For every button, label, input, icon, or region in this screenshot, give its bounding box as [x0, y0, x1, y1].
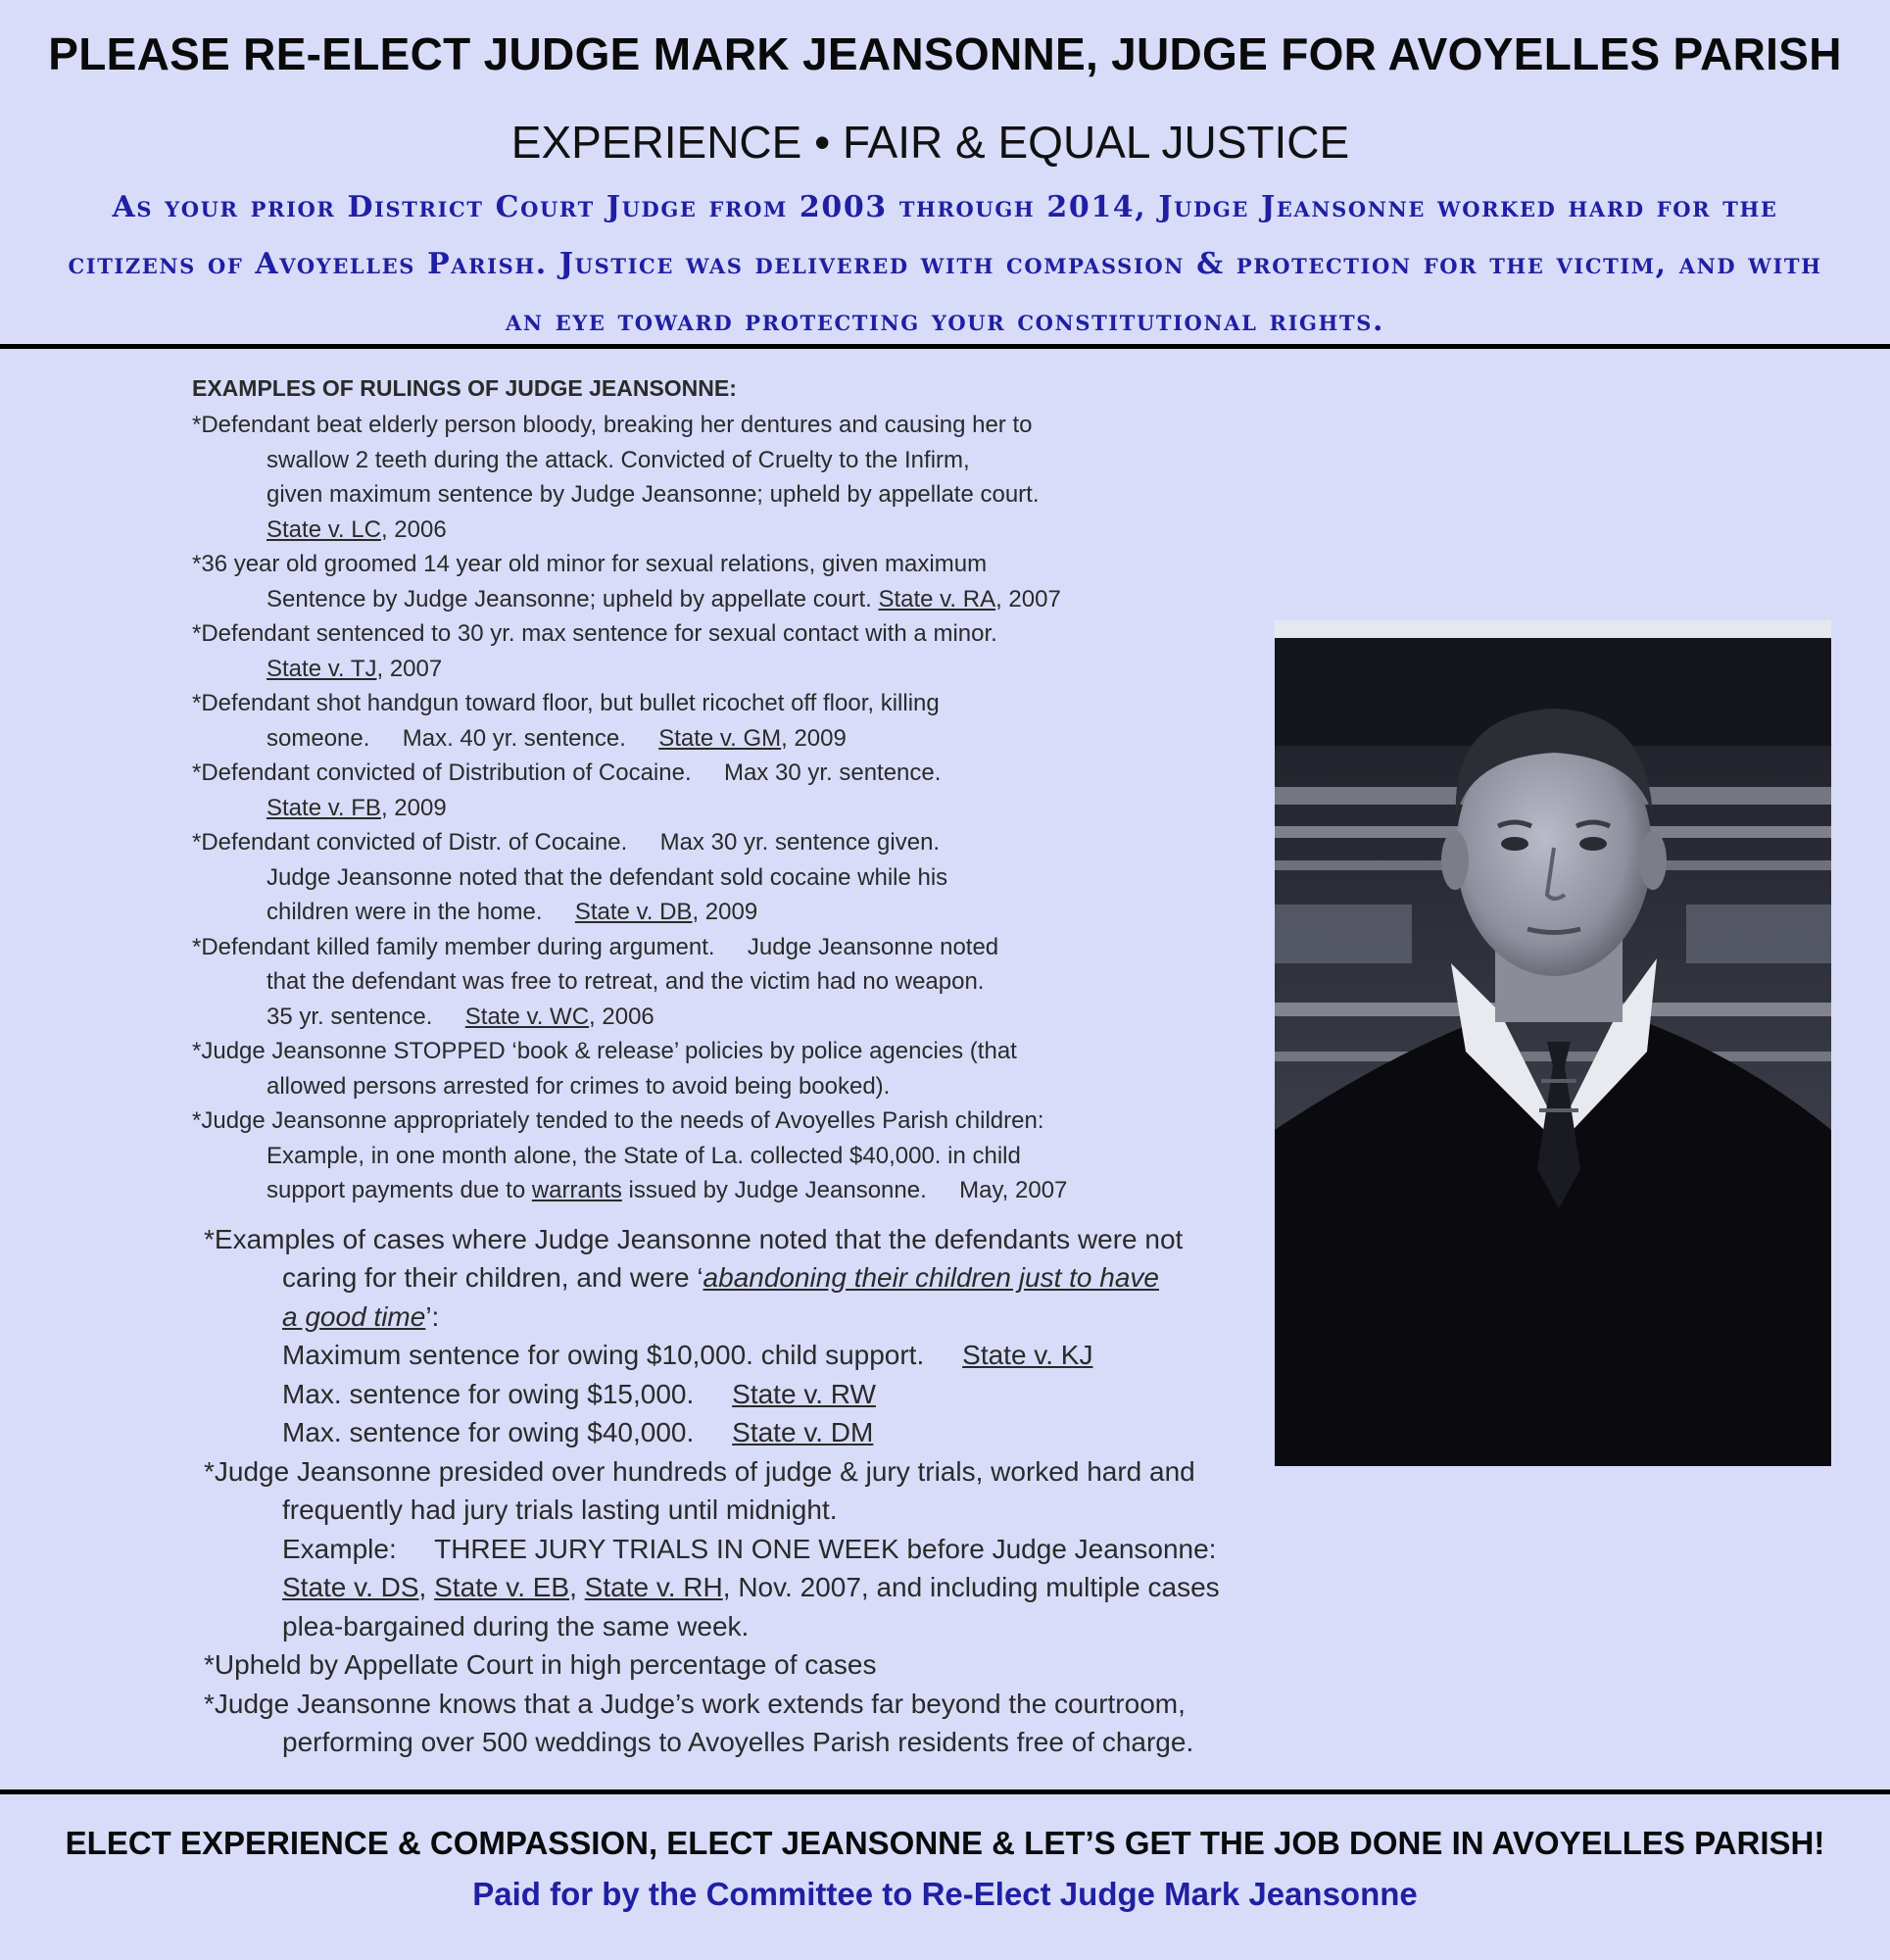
- case-citation: State v. EB: [434, 1572, 570, 1602]
- case-citation: State v. RA: [878, 585, 996, 612]
- page-subtitle: EXPERIENCE • FAIR & EQUAL JUSTICE: [510, 117, 1350, 168]
- intro-line: As your prior District Court Judge from 2003 through 2014, Judge Jeansonne worked hard for the: [112, 190, 1778, 224]
- case-citation: State v. LC: [267, 515, 381, 543]
- ruling-item: *Judge Jeansonne STOPPED ‘book & release’ policies by police agencies (that allowed persons arrested for crimes to avoid being booked).: [192, 1038, 1017, 1100]
- paid-for-disclaimer: Paid for by the Committee to Re-Elect Judge Mark Jeansonne: [472, 1876, 1418, 1912]
- ruling-item: *Defendant beat elderly person bloody, breaking her dentures and causing her to swallow 2 teeth during the attack. Convicted of Cruelty to the Infirm, given maximum sentence by Judge Jeansonne; upheld by appellate court. State v. LC, 2006: [192, 412, 1040, 543]
- bottom-divider: [0, 1789, 1890, 1794]
- judge-portrait-photo: [1275, 620, 1831, 1466]
- ruling-item: *Defendant convicted of Distribution of Cocaine. Max 30 yr. sentence. State v. FB, 2009: [192, 760, 942, 821]
- quote-text: a good time: [282, 1300, 426, 1332]
- quote-text: abandoning their children just to have: [703, 1262, 1159, 1293]
- case-citation: State v. RH: [584, 1572, 723, 1602]
- top-divider: [0, 344, 1890, 349]
- case-citation: State v. DS: [282, 1572, 419, 1602]
- case-citation: State v. FB: [267, 794, 381, 821]
- portrait-illustration: [1275, 620, 1831, 1466]
- case-citation: State v. TJ: [267, 655, 377, 682]
- intro-line: an eye toward protecting your constitutional rights.: [505, 304, 1385, 338]
- case-citation: State v. WC: [464, 1003, 590, 1030]
- footer-tagline: ELECT EXPERIENCE & COMPASSION, ELECT JEANSONNE & LET’S GET THE JOB DONE IN AVOYELLES PARISH!: [65, 1825, 1825, 1861]
- case-citation: State v. KJ: [962, 1340, 1093, 1370]
- ruling-item: *Defendant killed family member during argument. Judge Jeansonne noted that the defendant was free to retreat, and the victim had no weapon. 35 yr. sentence. State v. WC, 2006: [192, 933, 999, 1030]
- ruling-item: *Judge Jeansonne appropriately tended to the needs of Avoyelles Parish children: Example, in one month alone, the State of La. collected $40,000. in child support payments due to warrants issued by Judge Jeansonne. May, 2007: [192, 1107, 1068, 1203]
- warrants-link-text: warrants: [531, 1177, 622, 1203]
- ruling-item-weddings: *Judge Jeansonne knows that a Judge’s work extends far beyond the courtroom, performing over 500 weddings to Avoyelles Parish residents free of charge.: [204, 1688, 1194, 1757]
- ruling-item: *Defendant convicted of Distr. of Cocaine. Max 30 yr. sentence given. Judge Jeansonne noted that the defendant sold cocaine while his children were in the home. State v. DB, 2009: [192, 829, 948, 925]
- rulings-heading: EXAMPLES OF RULINGS OF JUDGE JEANSONNE:: [192, 375, 737, 401]
- ruling-item-upheld: *Upheld by Appellate Court in high percentage of cases: [204, 1649, 877, 1680]
- case-citation: State v. DB: [574, 899, 693, 925]
- ruling-item: *Defendant sentenced to 30 yr. max sentence for sexual contact with a minor. State v. TJ, 2007: [192, 620, 997, 682]
- ruling-item-trials: *Judge Jeansonne presided over hundreds of judge & jury trials, worked hard and frequently had jury trials lasting until midnight. Example: THREE JURY TRIALS IN ONE WEEK before Judge Jeansonne: State v. DS, State v. EB, State v. RH, Nov. 2007, and including multiple cases plea-bargained during the same week.: [204, 1455, 1220, 1642]
- page-title: PLEASE RE-ELECT JUDGE MARK JEANSONNE, JUDGE FOR AVOYELLES PARISH: [48, 28, 1842, 79]
- rulings-list: [192, 375, 1260, 1762]
- ruling-item: *36 year old groomed 14 year old minor for sexual relations, given maximum Sentence by Judge Jeansonne; upheld by appellate court. State v. RA, 2007: [192, 551, 1061, 612]
- intro-paragraph: [39, 179, 1851, 350]
- ruling-item-children: *Examples of cases where Judge Jeansonne noted that the defendants were not caring for their children, and were ‘abandoning their children just to have a good time’: Maximum sentence for owing $10,000. child support. State v. KJ Max. sentence for owing $15,000. State v. RW Max. sentence for owing $40,000. State v. DM: [204, 1223, 1184, 1447]
- ruling-item: *Defendant shot handgun toward floor, but bullet ricochet off floor, killing someone. Max. 40 yr. sentence. State v. GM, 2009: [192, 690, 940, 752]
- case-citation: State v. GM: [658, 724, 782, 752]
- case-citation: State v. DM: [732, 1417, 874, 1447]
- case-citation: State v. RW: [732, 1378, 876, 1409]
- intro-line: citizens of Avoyelles Parish. Justice was delivered with compassion & protection for the victim, and with: [68, 247, 1822, 281]
